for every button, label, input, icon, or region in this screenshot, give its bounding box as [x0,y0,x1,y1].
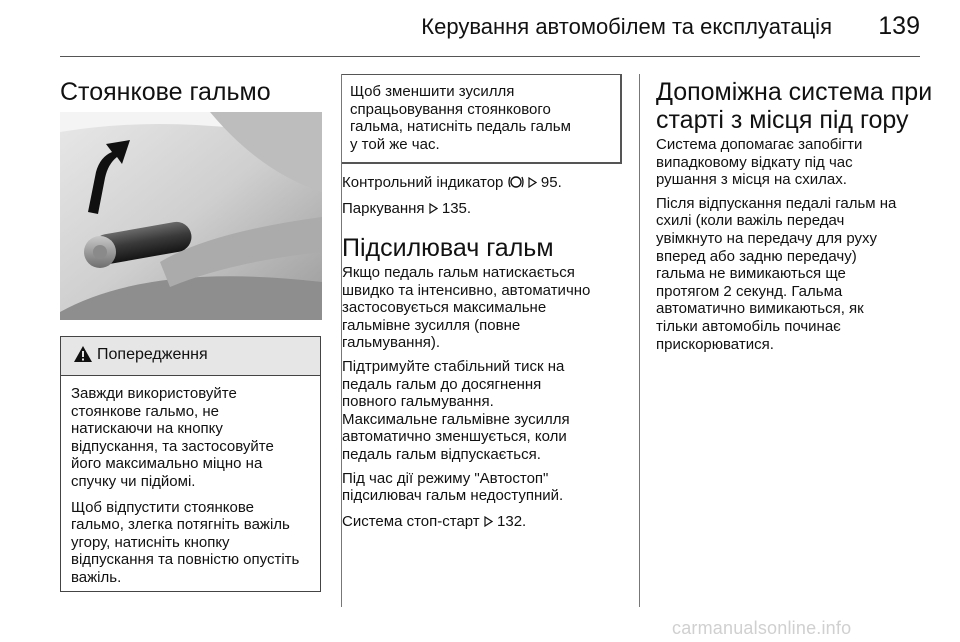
text-line: угору, натисніть кнопку [71,533,230,551]
text-line: гальмування). [342,334,441,352]
text-line: гальмівне зусилля (повне [342,316,521,334]
section-heading-hill-start-assist [656,78,932,134]
text-line: автоматично вимикаються, як [656,300,864,318]
text-line: протягом 2 секунд. Гальма [656,282,843,300]
page-number: 139 [878,12,920,40]
note-text [350,83,616,153]
parking-text: Паркування [342,200,425,217]
section-heading-parking-brake: Стоянкове гальмо [60,78,271,106]
warning-triangle-icon [73,345,93,368]
stopstart-line [342,513,632,531]
text-line: рушання з місця на схилах. [656,171,847,189]
header-title: Керування автомобілем та експлуатація [421,14,832,39]
paragraph [656,195,926,353]
text-line: схилі (коли важіль передач [656,212,845,230]
text-line: випадковому відкату під час [656,153,853,171]
parking-page-ref[interactable]: 135. [441,200,472,217]
text-line: Щоб відпустити стоянкове [71,498,255,516]
column-divider-right [639,74,640,607]
text-line: його максимально міцно на [71,455,263,473]
text-line: повного гальмування. [342,393,494,411]
text-line: відпускання та повністю опустіть [71,551,300,569]
brake-assist-text [342,264,632,530]
text-line: важіль. [71,568,122,586]
text-line: прискорюватися. [656,335,774,353]
text-line: Під час дії режиму "Автостоп" [342,469,549,487]
paragraph [342,358,632,411]
paragraph [342,411,632,464]
text-line: Щоб зменшити зусилля [350,83,515,100]
text-line: гальма, натисніть педаль гальм [350,118,571,136]
text-line: стоянкове гальмо, не [71,402,220,420]
text-line: Система допомагає запобігти [656,136,863,153]
text-line: тільки автомобіль починає [656,317,841,335]
stopstart-text: Система стоп-старт [342,512,480,530]
text-line: Якщо педаль гальм натискається [342,264,575,281]
text-line: вперед або задню передачу) [656,247,857,265]
brake-indicator-icon [508,174,528,191]
triangle-right-icon [484,513,497,530]
text-line: Підтримуйте стабільний тиск на [342,357,565,375]
text-line: спрацьовування стоянкового [350,100,551,118]
heading-line: Допоміжна система при [656,78,933,106]
warning-paragraph [71,385,319,491]
warning-paragraph [71,499,319,587]
text-line: Після відпускання педалі гальм на [656,194,897,212]
warning-box [60,336,321,592]
text-line: автоматично зменшується, коли [342,428,567,446]
triangle-right-icon [429,200,442,217]
text-line: підсилювач гальм недоступний. [342,487,564,505]
text-line: натискаючи на кнопку [71,420,223,438]
text-line: швидко та інтенсивно, автоматично [342,281,591,299]
text-line: гальмо, злегка потягніть важіль [71,516,290,534]
indicator-page-ref[interactable]: 95. [540,174,562,191]
warning-title: Попередження [97,346,208,363]
indicator-line [342,174,562,192]
paragraph [342,264,632,352]
text-line: у той же час. [350,135,440,153]
text-line: відпускання, та застосовуйте [71,437,274,455]
parking-brake-illustration [60,112,322,320]
header-divider [60,56,920,57]
text-line: педаль гальм до досягнення [342,375,542,393]
heading-line: старті з місця під гору [656,106,909,134]
text-line: Максимальне гальмівне зусилля [342,410,570,428]
indicator-text: Контрольний індикатор [342,174,504,191]
parking-line [342,200,471,218]
text-line: педаль гальм відпускається. [342,445,541,463]
text-line: увімкнуто на передачу для руху [656,229,878,247]
section-heading-brake-assist: Підсилювач гальм [342,234,554,262]
stopstart-page-ref[interactable]: 132. [497,512,527,530]
text-line: спучку чи підйомі. [71,472,196,490]
warning-text [71,385,319,587]
paragraph [656,136,926,189]
text-line: Завжди використовуйте [71,385,237,402]
triangle-right-icon [528,174,541,191]
hill-start-text [656,136,926,353]
text-line: застосовується максимальне [342,299,547,317]
text-line: гальма не вимикаються ще [656,265,846,283]
note-box [342,74,622,164]
warning-header [61,337,320,376]
paragraph [342,470,632,505]
watermark: carmanualsonline.info [672,618,852,638]
